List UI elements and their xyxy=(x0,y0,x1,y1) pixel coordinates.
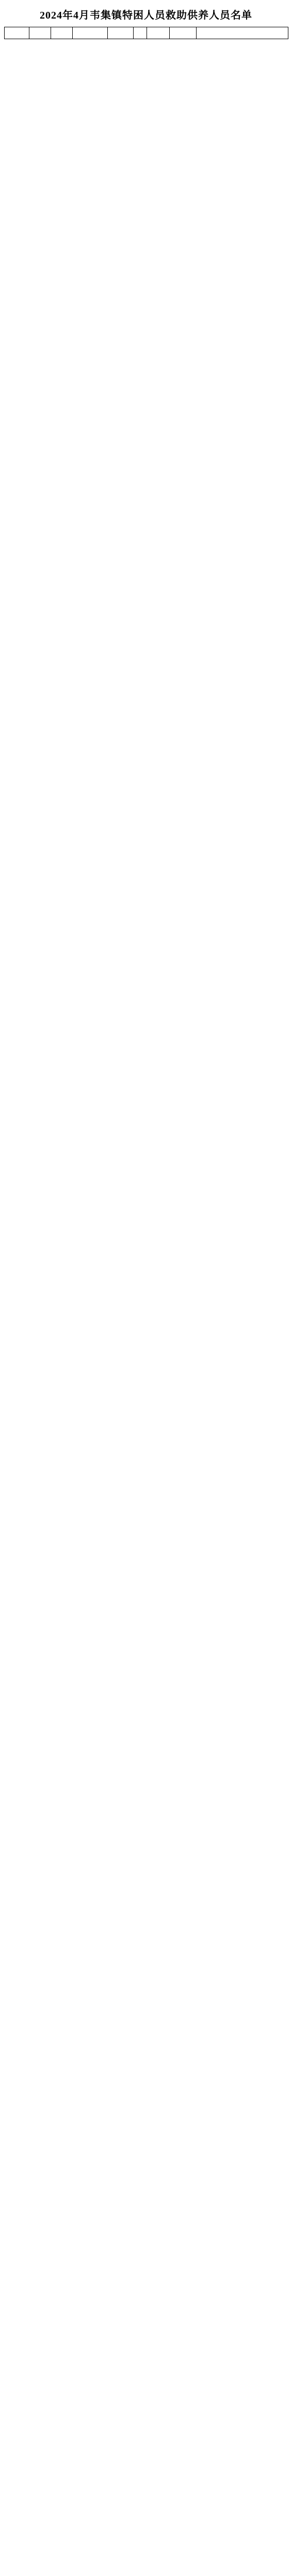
column-header xyxy=(5,27,29,39)
roster-table xyxy=(4,27,288,39)
column-header xyxy=(73,27,108,39)
column-header xyxy=(170,27,197,39)
document-title: 2024年4月韦集镇特困人员救助供养人员名单 xyxy=(40,10,252,21)
column-header xyxy=(147,27,170,39)
column-header xyxy=(197,27,288,39)
column-header xyxy=(134,27,147,39)
column-header xyxy=(108,27,134,39)
table-header-row xyxy=(5,27,288,39)
column-header xyxy=(29,27,51,39)
column-header xyxy=(51,27,73,39)
